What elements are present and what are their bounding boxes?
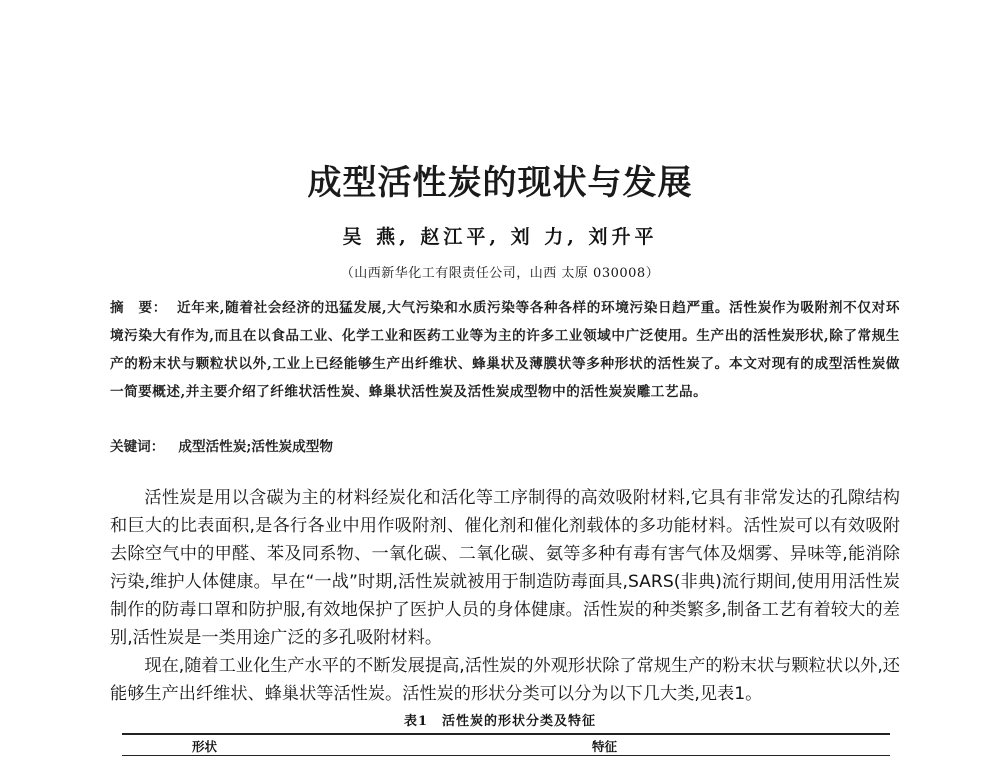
paper-title: 成型活性炭的现状与发展: [307, 163, 693, 203]
keywords-label: 关键词：: [110, 439, 165, 455]
body-paragraph-1: 活性炭是用以含碳为主的材料经炭化和活化等工序制得的高效吸附材料,它具有非常发达的孔隙结构和巨大的比表面积,是各行各业中用作吸附剂、催化剂和催化剂载体的多功能材料。活性炭可以有效吸附去除空气中的甲醛、苯及同系物、一氧化碳、二氧化碳、氨等多种有毒有害气体及烟雾、异味等,能消除污染,维护人体健康。早在“一战”时期,活性炭就被用于制造防毒面具,SARS(非典)流行期间,使用用活性炭制作的防毒口罩和防护服,有效地保护了医护人员的身体健康。活性炭的种类繁多,制备工艺有着较大的差别,活性炭是一类用途广泛的多孔吸附材料。: [110, 488, 900, 648]
abstract-text: 近年来,随着社会经济的迅猛发展,大气污染和水质污染等各种各样的环境污染日趋严重。活性炭作为吸附剂不仅对环境污染大有作为,而且在以食品工业、化学工业和医药工业等为主的许多工业领域中广泛使用。生产出的活性炭形状,除了常规生产的粉末状与颗粒状以外,工业上已经能够生产出纤维状、蜂巢状及薄膜状等多种形状的活性炭了。本文对现有的成型活性炭做一简要概述,并主要介绍了纤维状活性炭、蜂巢状活性炭及活性炭成型物中的活性炭炭雕工艺品。: [110, 300, 901, 400]
table-caption: 表1 活性炭的形状分类及特征: [403, 714, 597, 729]
table-header-shape: 形状: [192, 739, 218, 754]
author-list: 吴 燕, 赵江平, 刘 力, 刘升平: [342, 226, 658, 248]
keywords: [110, 435, 900, 455]
table-header-rule: [122, 755, 890, 756]
abstract: [110, 294, 900, 406]
table-header-feature: 特征: [592, 739, 618, 754]
body-paragraph-2: 现在,随着工业化生产水平的不断发展提高,活性炭的外观形状除了常规生产的粉末状与颗粒状以外,还能够生产出纤维状、蜂巢状等活性炭。活性炭的形状分类可以分为以下几大类,见表1。: [110, 656, 900, 704]
table-header: [122, 737, 890, 755]
body-text: [110, 484, 900, 708]
affiliation: （山西新华化工有限责任公司，山西 太原 030008）: [340, 266, 660, 281]
keywords-text: 成型活性炭;活性炭成型物: [178, 439, 333, 455]
table-top-rule: [122, 733, 890, 735]
abstract-label: 摘 要：: [110, 300, 167, 316]
